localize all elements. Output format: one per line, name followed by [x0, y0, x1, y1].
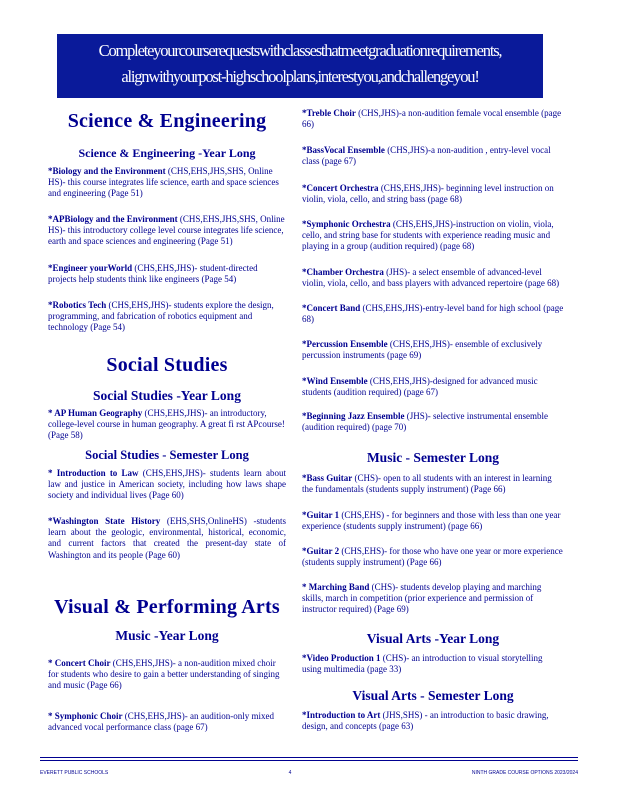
course-desc: (CHS,EHS,JHS)- students explore the design, programming, and fabrication of robotics equipment and technology (Page 54) [48, 300, 274, 333]
arts-heading: Visual & Performing Arts [54, 596, 280, 618]
visual-entry [302, 710, 564, 732]
course-desc: (CHS,EHS,JHS)- an introductory, college-level course in human geography. A great fi rst APcourse! (Page 58) [48, 408, 285, 441]
visual-year-subheading: Visual Arts -Year Long [366, 631, 500, 646]
social-year-subheading: Social Studies -Year Long [93, 388, 241, 403]
music-entry [302, 376, 564, 398]
course-title: *Video Production 1 [302, 653, 381, 663]
music-entry [48, 658, 286, 692]
course-desc: (CHS,EHS,JHS)- ensemble of exclusively percussion instruments (page 69) [302, 339, 543, 361]
science-heading: Science & Engineering [67, 110, 267, 132]
social-semester-subheading: Social Studies - Semester Long [85, 448, 249, 462]
music-entry [302, 582, 564, 616]
course-title: *APBiology and the Environment [48, 214, 178, 224]
course-title: *BassVocal Ensemble [302, 145, 385, 155]
course-desc: (CHS,EHS,JHS)- beginning level instruction on violin, viola, cello, and string bass (page 68) [302, 183, 554, 205]
course-desc: (CHS)- an introduction to visual storytelling using multimedia (page 33) [302, 653, 543, 675]
social-entry [48, 408, 286, 442]
course-title: *Introduction to Art [302, 710, 381, 720]
course-desc: (CHS,EHS,JHS,SHS, Online HS)- this course integrates life science, earth and space sciences and engineering (Page 51) [48, 166, 279, 199]
music-year-subheading: Music -Year Long [115, 628, 219, 643]
music-entry [302, 411, 564, 433]
music-entry [302, 267, 564, 289]
course-desc: (CHS,EHS,JHS)- student-directed projects help students think like engineers (Page 54) [48, 263, 258, 285]
course-desc: (CHS,EHS,JHS,SHS, Online HS)- this introductory college level course integrates life science, earth and space sciences and engineering (Page 51) [48, 214, 285, 247]
music-entry [302, 108, 564, 130]
footer-rule-thin [40, 760, 578, 761]
social-entry [48, 516, 286, 561]
music-entry [48, 711, 286, 733]
social-entry [48, 468, 286, 502]
course-title: *Guitar 2 [302, 546, 340, 556]
footer-district: EVERETT PUBLIC SCHOOLS [40, 770, 109, 776]
course-title: *Treble Choir [302, 108, 356, 118]
science-entry [48, 300, 286, 334]
music-semester-subheading: Music - Semester Long [366, 450, 500, 465]
visual-entry [302, 653, 564, 675]
music-entry [302, 510, 564, 532]
course-title: *Washington State History [48, 516, 161, 526]
footer-rule [40, 757, 578, 758]
music-entry [302, 219, 564, 253]
course-title: *Engineer yourWorld [48, 263, 133, 273]
science-entry [48, 214, 286, 248]
course-desc: (JHS,SHS) - an introduction to basic drawing, design, and concepts (page 63) [302, 710, 549, 732]
course-title: * Introduction to Law [48, 468, 139, 478]
music-entry [302, 183, 564, 205]
course-title: * AP Human Geography [48, 408, 143, 418]
course-title: *Percussion Ensemble [302, 339, 388, 349]
course-title: *Chamber Orchestra [302, 267, 384, 277]
course-desc: (CHS,EHS,JHS)- students learn about law and justice in American society, including how laws shape society and individual lives (Page 60) [48, 468, 286, 501]
banner-line-2: alignwithyourpost-highschoolplans,interestyou,andchallengeyou! [121, 67, 479, 86]
music-entry [302, 473, 564, 495]
course-title: * Symphonic Choir [48, 711, 123, 721]
music-entry [302, 145, 564, 167]
course-title: *Wind Ensemble [302, 376, 368, 386]
course-title: *Concert Band [302, 303, 361, 313]
course-desc: (CHS,JHS)-a non-audition female vocal ensemble (page 66) [302, 108, 562, 130]
footer-guide-title: NINTH GRADE COURSE OPTIONS 2023/2024 [471, 770, 578, 776]
course-title: *Biology and the Environment [48, 166, 166, 176]
course-desc: (CHS)- open to all students with an interest in learning the fundamentals (students supply instrument) (Page 66) [302, 473, 552, 495]
music-entry [302, 546, 564, 568]
page-footer [40, 770, 578, 776]
course-title: * Marching Band [302, 582, 370, 592]
music-entry [302, 303, 564, 325]
course-desc: (CHS,EHS,JHS)-designed for advanced music students (audition required) (page 67) [302, 376, 538, 398]
intro-banner [57, 34, 543, 98]
course-title: *Concert Orchestra [302, 183, 379, 193]
course-desc: (CHS,EHS,JHS)- a non-audition mixed choir for students who desire to gain a better understanding of singing and music (Page 66) [48, 658, 280, 691]
course-desc: (EHS,SHS,OnlineHS) -students learn about the geologic, environmental, historical, economic, and current factors that created the present-day state of Washington and its people (Page 60) [48, 516, 286, 560]
course-desc: (CHS,EHS) - for beginners and those with less than one year experience (students supply instrument) (page 66) [302, 510, 561, 532]
course-title: *Beginning Jazz Ensemble [302, 411, 405, 421]
course-desc: (CHS,EHS,JHS)-entry-level band for high school (page 68) [302, 303, 564, 325]
course-desc: (JHS)- a select ensemble of advanced-level violin, viola, cello, and bass players with advanced repertoire (page 68) [302, 267, 560, 289]
course-desc: (JHS)- selective instrumental ensemble (audition required) (page 70) [302, 411, 548, 433]
course-title: *Bass Guitar [302, 473, 353, 483]
course-title: *Robotics Tech [48, 300, 107, 310]
music-entry [302, 339, 564, 361]
course-title: * Concert Choir [48, 658, 111, 668]
course-desc: (CHS,EHS,JHS)-instruction on violin, viola, cello, and string base for students with experience reading music and playing in a group (audition required) (page 68) [302, 219, 554, 252]
science-entry [48, 166, 286, 200]
visual-semester-subheading: Visual Arts - Semester Long [352, 688, 514, 703]
footer-page-number: 4 [288, 770, 292, 776]
course-title: *Symphonic Orchestra [302, 219, 391, 229]
course-title: *Guitar 1 [302, 510, 340, 520]
science-subheading: Science & Engineering -Year Long [78, 146, 256, 160]
course-desc: (CHS,EHS)- for those who have one year or more experience (students supply instrument) (Page 66) [302, 546, 563, 568]
banner-line-1: Completeyourcourserequestswithclassesthatmeetgraduationrequirements, [98, 41, 502, 60]
social-heading: Social Studies [106, 354, 228, 376]
science-entry [48, 263, 286, 285]
course-desc: (CHS,EHS,JHS)- an audition-only mixed advanced vocal performance class (page 67) [48, 711, 275, 733]
course-desc: (CHS,JHS)-a non-audition , entry-level vocal class (page 67) [302, 145, 551, 167]
course-desc: (CHS)- students develop playing and marching skills, march in competition (prior experience and permission of instructor required) (Page 69) [302, 582, 542, 615]
